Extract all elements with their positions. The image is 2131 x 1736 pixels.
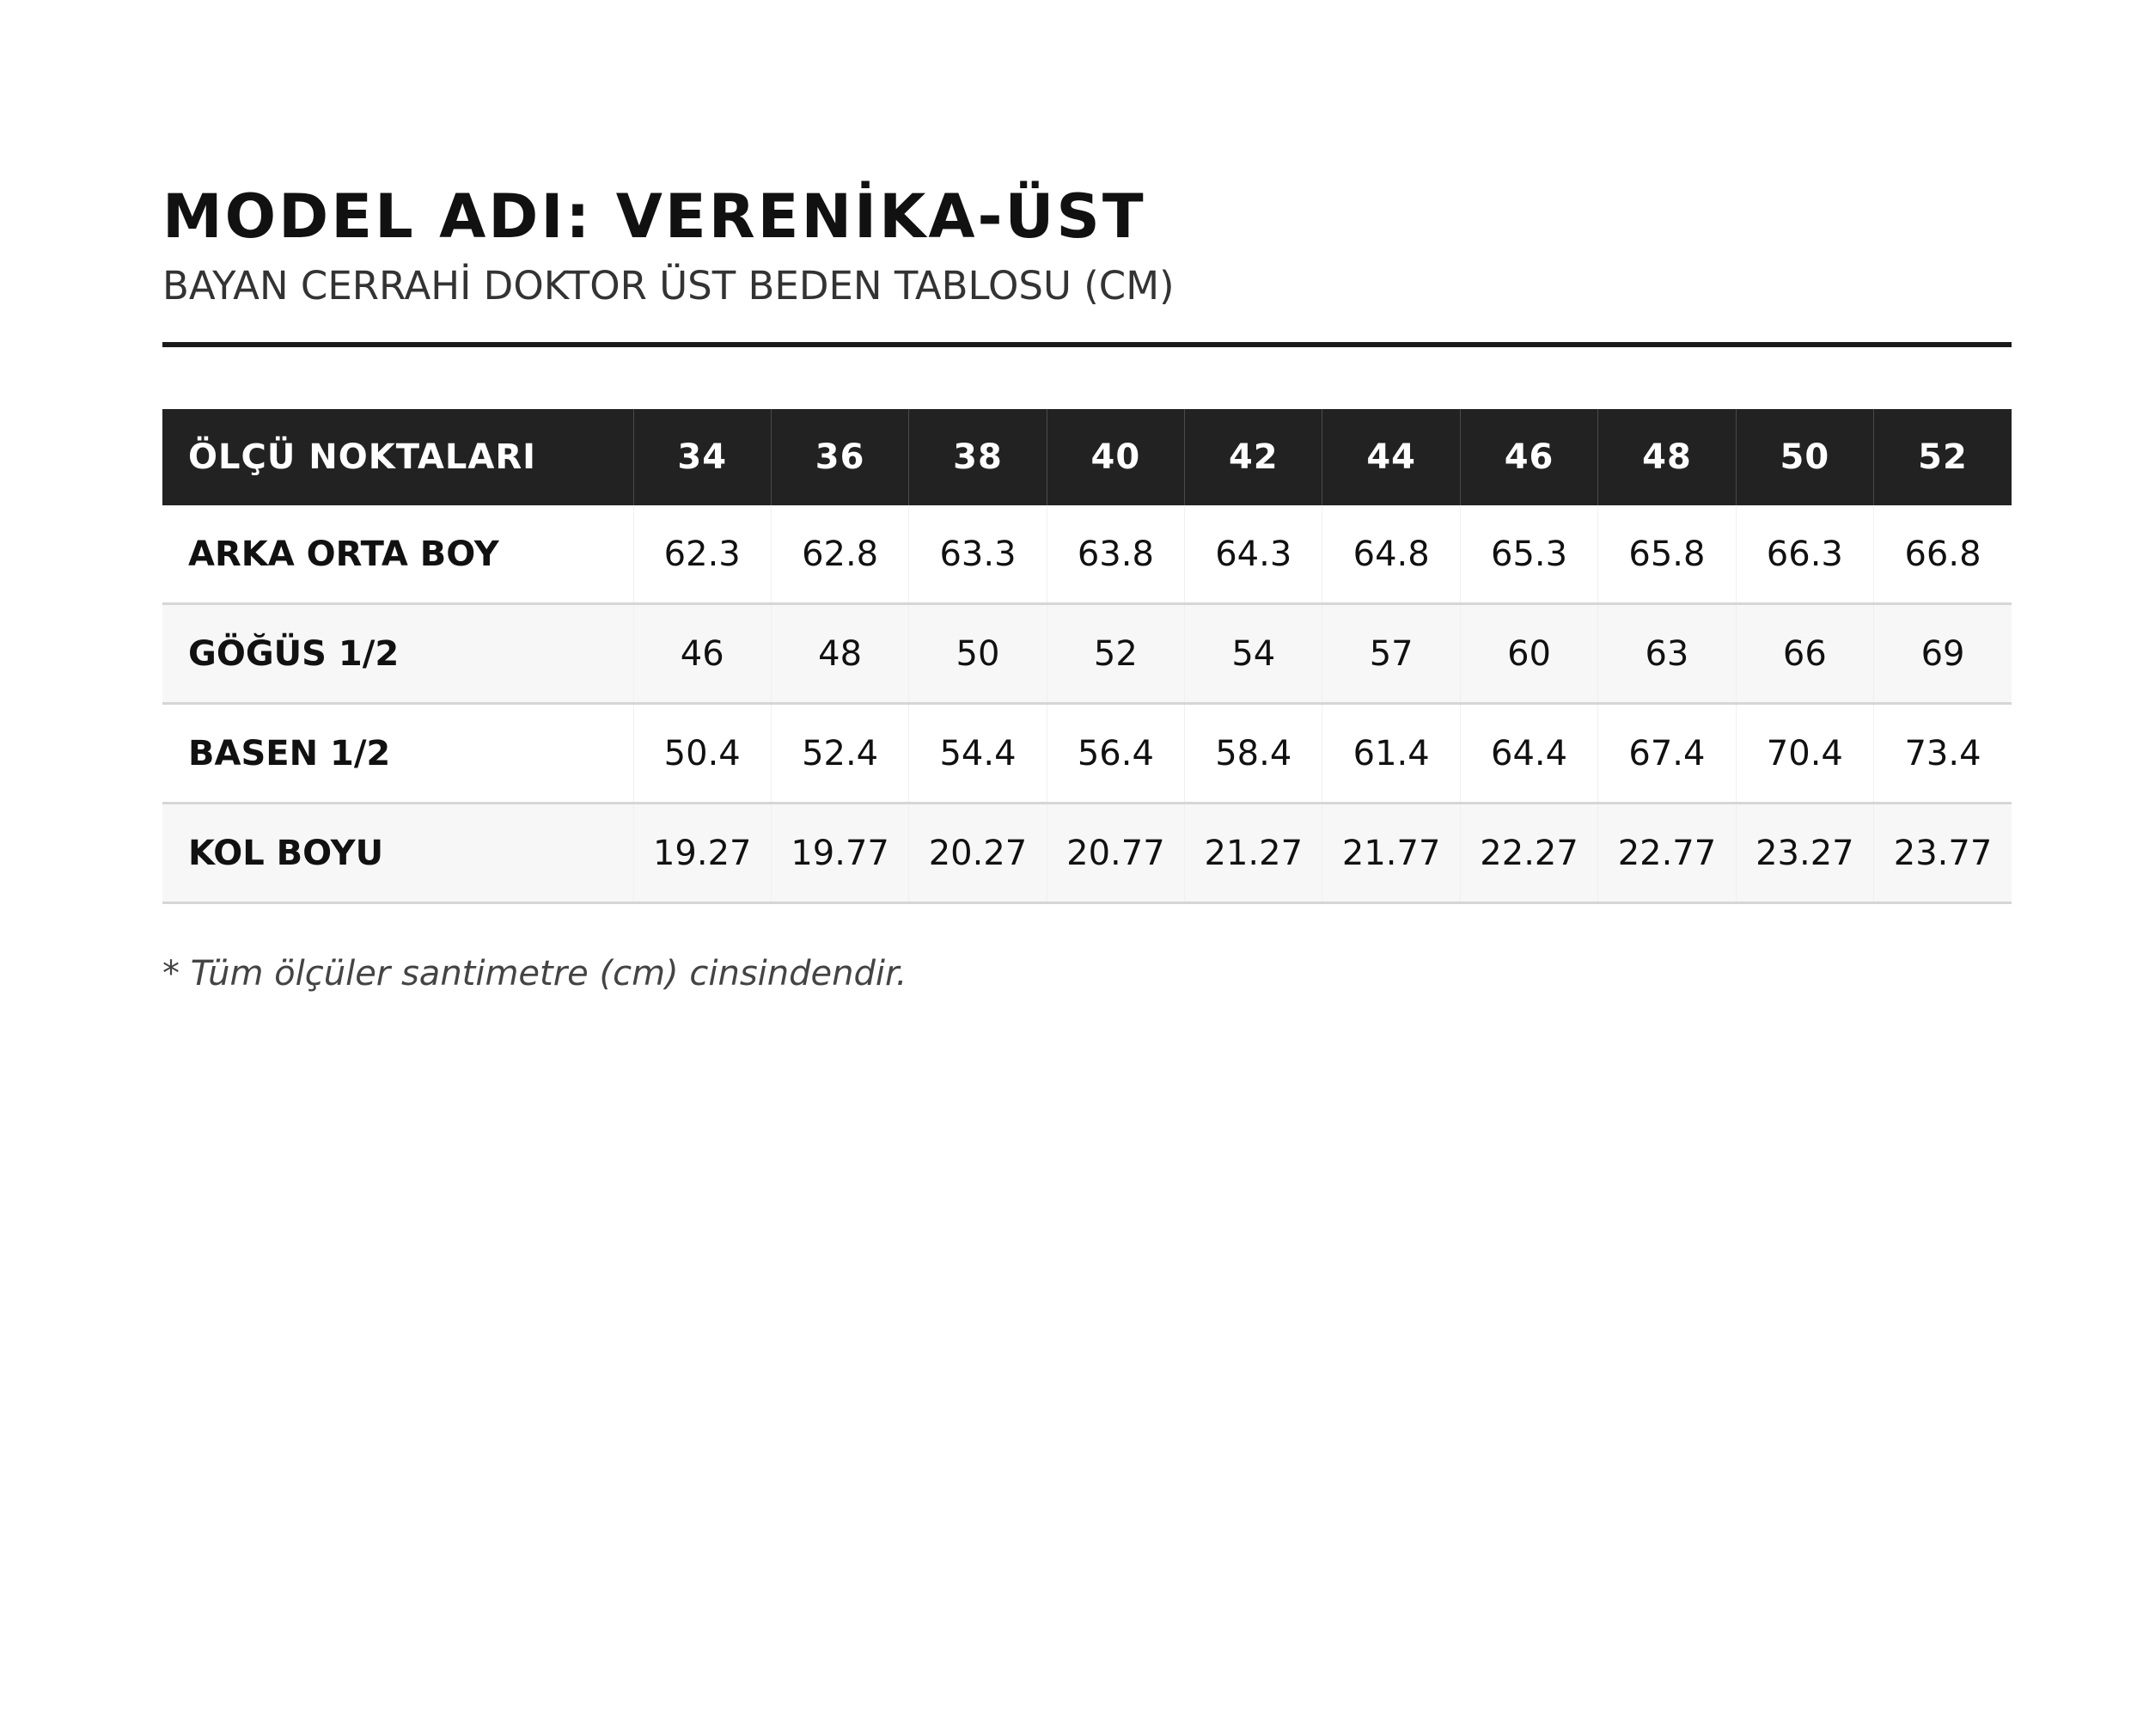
header-size: 44 <box>1322 409 1460 505</box>
table-cell: 54.4 <box>909 704 1047 804</box>
size-chart-page <box>162 180 2012 993</box>
table-cell: 60 <box>1460 604 1597 704</box>
table-cell: 23.27 <box>1736 804 1873 903</box>
table-cell: 61.4 <box>1322 704 1460 804</box>
table-row <box>162 604 2012 704</box>
table-cell: 58.4 <box>1185 704 1322 804</box>
table-cell: 19.77 <box>771 804 908 903</box>
table-cell: 57 <box>1322 604 1460 704</box>
row-label: KOL BOYU <box>162 804 633 903</box>
table-cell: 23.77 <box>1874 804 2012 903</box>
header-size: 38 <box>909 409 1047 505</box>
table-header-row <box>162 409 2012 505</box>
table-cell: 20.77 <box>1047 804 1184 903</box>
table-body <box>162 505 2012 903</box>
table-cell: 20.27 <box>909 804 1047 903</box>
table-cell: 66.8 <box>1874 505 2012 604</box>
table-cell: 56.4 <box>1047 704 1184 804</box>
header-divider <box>162 342 2012 347</box>
header-size: 48 <box>1598 409 1736 505</box>
table-cell: 63.3 <box>909 505 1047 604</box>
table-cell: 22.27 <box>1460 804 1597 903</box>
header-size: 40 <box>1047 409 1184 505</box>
table-cell: 64.8 <box>1322 505 1460 604</box>
header-size: 36 <box>771 409 908 505</box>
table-cell: 69 <box>1874 604 2012 704</box>
header-measure-points: ÖLÇÜ NOKTALARI <box>162 409 633 505</box>
table-cell: 63.8 <box>1047 505 1184 604</box>
chart-subtitle: BAYAN CERRAHİ DOKTOR ÜST BEDEN TABLOSU (CM) <box>162 263 1175 309</box>
header-size: 50 <box>1736 409 1873 505</box>
table-cell: 66 <box>1736 604 1873 704</box>
header-size: 52 <box>1874 409 2012 505</box>
footnote: * Tüm ölçüler santimetre (cm) cinsindendir. <box>162 954 907 993</box>
table-cell: 52.4 <box>771 704 908 804</box>
table-header <box>162 409 2012 505</box>
row-label: ARKA ORTA BOY <box>162 505 633 604</box>
size-table <box>162 409 2012 904</box>
table-cell: 62.3 <box>633 505 771 604</box>
table-cell: 62.8 <box>771 505 908 604</box>
header-size: 46 <box>1460 409 1597 505</box>
table-cell: 67.4 <box>1598 704 1736 804</box>
table-cell: 54 <box>1185 604 1322 704</box>
table-row <box>162 505 2012 604</box>
table-cell: 21.77 <box>1322 804 1460 903</box>
table-cell: 19.27 <box>633 804 771 903</box>
table-cell: 63 <box>1598 604 1736 704</box>
table-row <box>162 704 2012 804</box>
table-cell: 21.27 <box>1185 804 1322 903</box>
table-cell: 73.4 <box>1874 704 2012 804</box>
table-cell: 22.77 <box>1598 804 1736 903</box>
table-cell: 64.3 <box>1185 505 1322 604</box>
table-cell: 48 <box>771 604 908 704</box>
table-row <box>162 804 2012 903</box>
table-cell: 65.3 <box>1460 505 1597 604</box>
table-cell: 50.4 <box>633 704 771 804</box>
table-cell: 50 <box>909 604 1047 704</box>
table-cell: 52 <box>1047 604 1184 704</box>
row-label: GÖĞÜS 1/2 <box>162 604 633 704</box>
header-size: 34 <box>633 409 771 505</box>
row-label: BASEN 1/2 <box>162 704 633 804</box>
table-cell: 66.3 <box>1736 505 1873 604</box>
model-title: MODEL ADI: VERENİKA-ÜST <box>162 181 1146 252</box>
header-size: 42 <box>1185 409 1322 505</box>
table-cell: 65.8 <box>1598 505 1736 604</box>
table-cell: 64.4 <box>1460 704 1597 804</box>
table-cell: 46 <box>633 604 771 704</box>
table-cell: 70.4 <box>1736 704 1873 804</box>
